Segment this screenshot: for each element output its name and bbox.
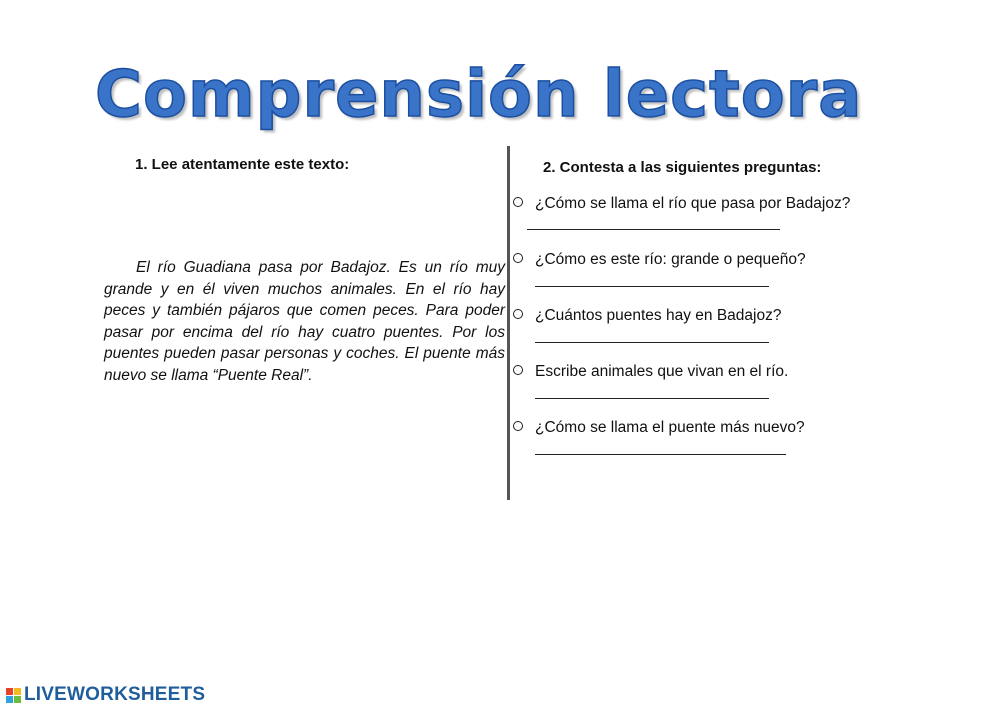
question-text: ¿Cómo es este río: grande o pequeño? <box>535 251 806 268</box>
bullet-circle-icon <box>513 197 523 207</box>
footer-brand <box>6 684 205 706</box>
question-text: ¿Cómo se llama el puente más nuevo? <box>535 419 805 436</box>
page-title: Comprensión lectora <box>95 58 863 132</box>
section1-heading: 1. Lee atentamente este texto: <box>135 156 350 173</box>
bullet-circle-icon <box>513 253 523 263</box>
reading-passage: El río Guadiana pasa por Badajoz. Es un río muy grande y en él viven muchos animales. En el río hay peces y también pájaros que comen peces. Para poder pasar por encima del río hay cuatro puentes. Por los puentes pueden pasar personas y coches. El puente más nuevo se llama “Puente Real”. <box>104 259 505 384</box>
bullet-circle-icon <box>513 421 523 431</box>
question-item <box>513 251 806 269</box>
answer-line[interactable] <box>535 454 786 455</box>
answer-line[interactable] <box>527 229 780 230</box>
liveworksheets-logo-icon <box>6 688 21 703</box>
question-item <box>513 307 781 325</box>
answer-line[interactable] <box>535 398 769 399</box>
bullet-circle-icon <box>513 365 523 375</box>
brand-name: LIVEWORKSHEETS <box>24 684 206 705</box>
question-text: ¿Cómo se llama el río que pasa por Badajoz? <box>535 195 851 212</box>
section2-heading: 2. Contesta a las siguientes preguntas: <box>543 159 822 176</box>
column-divider <box>507 146 510 500</box>
answer-line[interactable] <box>535 342 769 343</box>
answer-line[interactable] <box>535 286 769 287</box>
question-item <box>513 195 850 213</box>
question-item <box>513 363 788 381</box>
bullet-circle-icon <box>513 309 523 319</box>
question-text: Escribe animales que vivan en el río. <box>535 363 789 380</box>
question-text: ¿Cuántos puentes hay en Badajoz? <box>535 307 782 324</box>
question-item <box>513 419 805 437</box>
